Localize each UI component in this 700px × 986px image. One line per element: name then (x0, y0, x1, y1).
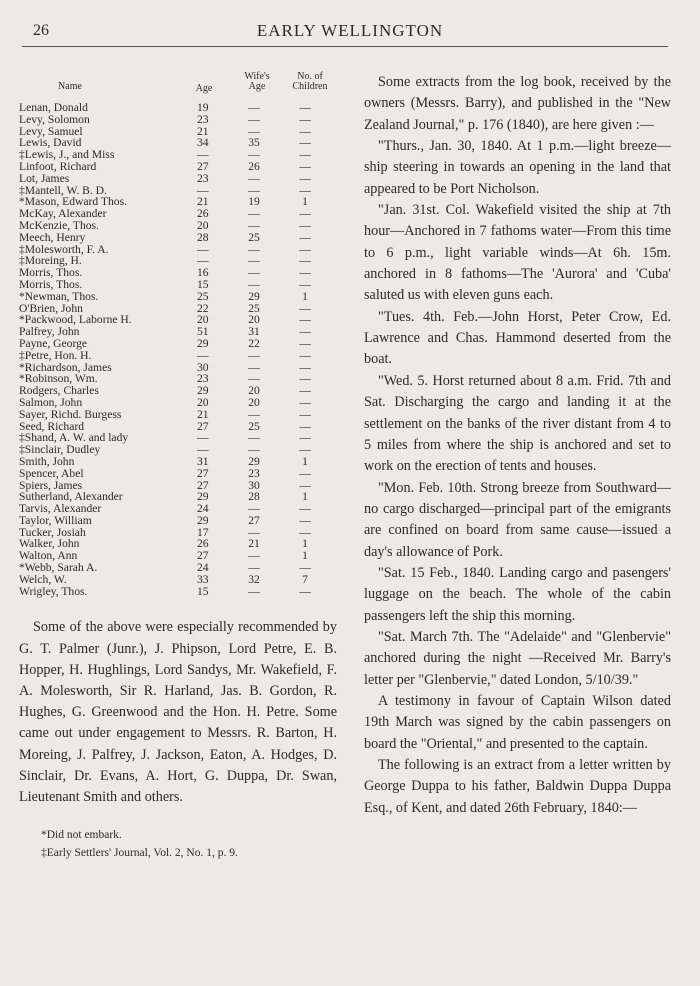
cell-children: — (299, 348, 311, 362)
cell-age: 26 (197, 207, 209, 221)
cell-wife-age: 27 (248, 513, 260, 527)
cell-age: 24 (197, 561, 209, 575)
log-paragraph: The following is an extract from a letter written by George Duppa to his father, Baldwin Duppa Duppa Esq., of Kent, and dated 26th February, 1840:— (364, 757, 671, 816)
recommendation-paragraph: Some of the above were especially recommended by G. T. Palmer (Junr.), J. Phipson, Lord Petre, E. B. Hopper, H. Hughlings, Lord Sandys, Mr. Wakefield, F. A. Molesworth, Sir R. Harland, Jas. B. Gordon, R. Hughes, G. Greenwood and the Hon. H. Petre. Some came out under engagement to Messrs. R. Barton, H. Moreing, J. Palfrey, J. Jackson, Eaton, A. Hodges, D. Sinclair, Dr. Evans, A. Hort, G. Duppa, Dr. Swan, Lieutenant Smith and others. (19, 619, 337, 806)
cell-name: Meech, Henry (19, 230, 86, 244)
cell-children: — (299, 207, 311, 221)
cell-age: 31 (197, 454, 209, 468)
cell-age: 33 (197, 572, 209, 586)
cell-name: Levy, Solomon (19, 112, 90, 126)
cell-wife-age: 29 (248, 454, 260, 468)
cell-name: Wrigley, Thos. (19, 584, 88, 598)
cell-wife-age: — (248, 124, 260, 138)
cell-children: — (299, 313, 311, 327)
log-paragraph: "Wed. 5. Horst returned about 8 a.m. Frid. 7th and Sat. Discharging the cargo and landing it at the settlement on the banks of the river distant from 4 to 5 miles from where the ship is anchored and set to work on the erection of tents and houses. (364, 372, 671, 475)
cell-wife-age: 25 (248, 301, 260, 315)
cell-age: 17 (197, 525, 209, 539)
cell-name: Morris, Thos. (19, 277, 83, 291)
table-row (19, 350, 333, 362)
cell-wife-age: 21 (248, 537, 260, 551)
cell-wife-age: 30 (248, 478, 260, 492)
table-row (19, 232, 333, 244)
log-paragraph: "Tues. 4th. Feb.—John Horst, Peter Crow, Ed. Lawrence and Chas. Hammond deserted from the boat. (364, 308, 671, 368)
cell-name: Levy, Samuel (19, 124, 83, 138)
cell-age: — (197, 443, 209, 457)
cell-wife-age: — (248, 112, 260, 126)
cell-children: — (299, 112, 311, 126)
cell-wife-age: — (248, 266, 260, 280)
left-column (19, 70, 337, 862)
cell-name: Payne, George (19, 336, 88, 350)
cell-children: — (299, 301, 311, 315)
table-row (19, 161, 333, 173)
cell-name: O'Brien, John (19, 301, 83, 315)
cell-name: ‡Lewis, J., and Miss (19, 148, 115, 162)
cell-children: — (299, 336, 311, 350)
cell-age: 23 (197, 372, 209, 386)
cell-children: — (299, 395, 311, 409)
cell-children: — (299, 101, 311, 114)
cell-name: Palfrey, John (19, 325, 80, 339)
cell-wife-age: 22 (248, 336, 260, 350)
cell-wife-age: — (248, 207, 260, 221)
cell-name: Welch, W. (19, 572, 67, 586)
cell-age: — (197, 183, 209, 197)
cell-age: 25 (197, 289, 209, 303)
cell-name: Smith, John (19, 454, 75, 468)
cell-children: 1 (302, 454, 308, 468)
cell-age: — (197, 254, 209, 268)
cell-wife-age: 20 (248, 313, 260, 327)
table-row (19, 114, 333, 126)
cell-name: Spiers, James (19, 478, 83, 492)
passenger-table-body (19, 102, 333, 597)
cell-wife-age: — (248, 277, 260, 291)
header-wife-age: Wife's Age (244, 71, 270, 92)
cell-name: *Richardson, James (19, 360, 112, 374)
cell-wife-age: 28 (248, 490, 260, 504)
cell-children: — (299, 266, 311, 280)
table-row (19, 574, 333, 586)
header-name: Name (58, 81, 82, 92)
cell-wife-age: — (248, 407, 260, 421)
cell-name: Walker, John (19, 537, 80, 551)
cell-wife-age: 20 (248, 395, 260, 409)
footnote-did-not-embark: *Did not embark. (41, 829, 122, 842)
cell-age: 24 (197, 502, 209, 516)
cell-age: — (197, 348, 209, 362)
cell-name: Seed, Richard (19, 419, 85, 433)
cell-children: 1 (302, 289, 308, 303)
cell-children: — (299, 584, 311, 598)
table-row (19, 279, 333, 291)
footnotes (19, 826, 337, 862)
cell-age: 27 (197, 549, 209, 563)
cell-wife-age: — (248, 443, 260, 457)
cell-wife-age: — (248, 254, 260, 268)
cell-children: — (299, 159, 311, 173)
cell-age: 15 (197, 584, 209, 598)
cell-children: 1 (302, 490, 308, 504)
cell-age: 51 (197, 325, 209, 339)
cell-name: Spencer, Abel (19, 466, 84, 480)
cell-wife-age: — (248, 584, 260, 598)
cell-children: — (299, 466, 311, 480)
log-paragraph: "Sat. March 7th. The "Adelaide" and "Glenbervie" anchored during the night —Received Mr. Barry's letter per "Glenbervie," dated London, 5/10/39." (364, 628, 671, 688)
cell-age: 23 (197, 171, 209, 185)
cell-name: *Robinson, Wm. (19, 372, 98, 386)
cell-wife-age: — (248, 242, 260, 256)
cell-age: 20 (197, 218, 209, 232)
cell-wife-age: — (248, 360, 260, 374)
cell-children: — (299, 277, 311, 291)
cell-wife-age: 23 (248, 466, 260, 480)
cell-wife-age: — (248, 549, 260, 563)
cell-children: 1 (302, 195, 308, 209)
cell-name: Tucker, Josiah (19, 525, 86, 539)
cell-children: — (299, 419, 311, 433)
cell-name: Lenan, Donald (19, 101, 88, 114)
cell-name: Lot, James (19, 171, 70, 185)
cell-children: — (299, 254, 311, 268)
cell-wife-age: 26 (248, 159, 260, 173)
cell-children: 7 (302, 572, 308, 586)
cell-name: Salmon, John (19, 395, 83, 409)
cell-wife-age: 25 (248, 230, 260, 244)
header-rule (22, 46, 668, 47)
cell-age: 22 (197, 301, 209, 315)
cell-age: 26 (197, 537, 209, 551)
cell-age: 21 (197, 195, 209, 209)
cell-wife-age: — (248, 525, 260, 539)
log-paragraph: Some extracts from the log book, received by the owners (Messrs. Barry), and published in the "New Zealand Journal," p. 176 (1840), are here given :— (364, 74, 671, 133)
cell-name: ‡Petre, Hon. H. (19, 348, 92, 362)
cell-name: Linfoot, Richard (19, 159, 97, 173)
table-row (19, 515, 333, 527)
cell-name: *Newman, Thos. (19, 289, 99, 303)
cell-children: — (299, 513, 311, 527)
cell-wife-age: — (248, 561, 260, 575)
cell-age: 27 (197, 419, 209, 433)
cell-children: — (299, 502, 311, 516)
cell-age: 23 (197, 112, 209, 126)
cell-children: — (299, 525, 311, 539)
cell-children: — (299, 148, 311, 162)
cell-age: 29 (197, 490, 209, 504)
cell-wife-age: — (248, 348, 260, 362)
cell-name: ‡Sinclair, Dudley (19, 443, 101, 457)
cell-children: — (299, 478, 311, 492)
cell-wife-age: — (248, 183, 260, 197)
cell-children: — (299, 171, 311, 185)
cell-wife-age: 29 (248, 289, 260, 303)
cell-children: — (299, 242, 311, 256)
cell-age: 19 (197, 101, 209, 114)
cell-age: 27 (197, 478, 209, 492)
cell-wife-age: 31 (248, 325, 260, 339)
cell-wife-age: — (248, 218, 260, 232)
table-row (19, 338, 333, 350)
right-column (364, 72, 671, 819)
cell-children: — (299, 124, 311, 138)
cell-name: ‡Molesworth, F. A. (19, 242, 109, 256)
cell-name: Walton, Ann (19, 549, 78, 563)
cell-age: 16 (197, 266, 209, 280)
table-row (19, 397, 333, 409)
log-paragraph: "Sat. 15 Feb., 1840. Landing cargo and pasengers' luggage on the beach. The whole of the cabin passengers left the ship this morning. (364, 564, 671, 624)
page-number: 26 (33, 22, 49, 39)
cell-age: 29 (197, 384, 209, 398)
cell-wife-age: — (248, 148, 260, 162)
cell-wife-age: — (248, 101, 260, 114)
cell-name: *Packwood, Laborne H. (19, 313, 132, 327)
cell-age: 21 (197, 124, 209, 138)
cell-children: — (299, 218, 311, 232)
cell-wife-age: 20 (248, 384, 260, 398)
cell-name: McKenzie, Thos. (19, 218, 99, 232)
cell-age: 20 (197, 395, 209, 409)
cell-children: 1 (302, 549, 308, 563)
cell-name: Taylor, William (19, 513, 92, 527)
cell-age: 20 (197, 313, 209, 327)
cell-age: 27 (197, 159, 209, 173)
table-row (19, 409, 333, 421)
cell-name: ‡Moreing, H. (19, 254, 82, 268)
header-age: Age (195, 83, 213, 94)
cell-name: Sayer, Richd. Burgess (19, 407, 122, 421)
table-row (19, 456, 333, 468)
cell-age: 21 (197, 407, 209, 421)
log-paragraph: A testimony in favour of Captain Wilson dated 19th March was signed by the cabin passengers on board the "Oriental," and presented to the captain. (364, 692, 671, 752)
cell-children: 1 (302, 537, 308, 551)
cell-children: — (299, 431, 311, 445)
cell-children: — (299, 561, 311, 575)
cell-children: — (299, 372, 311, 386)
table-row (19, 468, 333, 480)
page-title: EARLY WELLINGTON (256, 21, 444, 40)
cell-age: 28 (197, 230, 209, 244)
table-row (19, 586, 333, 598)
cell-wife-age: 19 (248, 195, 260, 209)
cell-name: McKay, Alexander (19, 207, 107, 221)
cell-children: — (299, 230, 311, 244)
cell-wife-age: — (248, 502, 260, 516)
cell-age: 15 (197, 277, 209, 291)
cell-wife-age: 35 (248, 136, 260, 150)
cell-age: 29 (197, 513, 209, 527)
cell-wife-age: 32 (248, 572, 260, 586)
cell-wife-age: — (248, 171, 260, 185)
footnote-journal-reference: ‡Early Settlers' Journal, Vol. 2, No. 1, p. 9. (41, 847, 238, 860)
cell-name: Sutherland, Alexander (19, 490, 123, 504)
passenger-table (19, 102, 333, 597)
cell-children: — (299, 443, 311, 457)
cell-age: 27 (197, 466, 209, 480)
log-paragraph: "Mon. Feb. 10th. Strong breeze from Southward—no cargo discharged—principal part of the emigrants are confined on board from same cause—issued a day's allowance of Pork. (364, 479, 671, 560)
cell-name: *Webb, Sarah A. (19, 561, 98, 575)
cell-name: ‡Mantell, W. B. D. (19, 183, 107, 197)
cell-age: — (197, 431, 209, 445)
header-children: No. of Children (292, 71, 328, 92)
table-row (19, 291, 333, 303)
cell-children: — (299, 325, 311, 339)
cell-age: 34 (197, 136, 209, 150)
cell-name: Lewis, David (19, 136, 82, 150)
table-row (19, 220, 333, 232)
cell-name: *Mason, Edward Thos. (19, 195, 127, 209)
cell-name: Rodgers, Charles (19, 384, 99, 398)
log-paragraph: "Jan. 31st. Col. Wakefield visited the ship at 7th hour—Anchored in 7 fathoms water—From this time to 6 p.m., light variable winds—At 6h. 15m. anchored in 8 fathoms—The 'Aurora' and 'Cuba' saluted us with eleven guns each. (364, 202, 671, 304)
cell-children: — (299, 384, 311, 398)
cell-children: — (299, 136, 311, 150)
cell-children: — (299, 407, 311, 421)
table-header (19, 70, 337, 102)
cell-wife-age: — (248, 431, 260, 445)
cell-wife-age: 25 (248, 419, 260, 433)
cell-age: 30 (197, 360, 209, 374)
cell-name: Morris, Thos. (19, 266, 83, 280)
cell-age: — (197, 148, 209, 162)
cell-children: — (299, 360, 311, 374)
cell-name: ‡Shand, A. W. and lady (19, 431, 129, 445)
table-row (19, 173, 333, 185)
cell-age: 29 (197, 336, 209, 350)
cell-children: — (299, 183, 311, 197)
cell-wife-age: — (248, 372, 260, 386)
cell-age: — (197, 242, 209, 256)
cell-name: Tarvis, Alexander (19, 502, 102, 516)
log-paragraph: "Thurs., Jan. 30, 1840. At 1 p.m.—light breeze—ship steering in towards an opening in the land that appeared to be Port Nicholson. (364, 138, 671, 197)
